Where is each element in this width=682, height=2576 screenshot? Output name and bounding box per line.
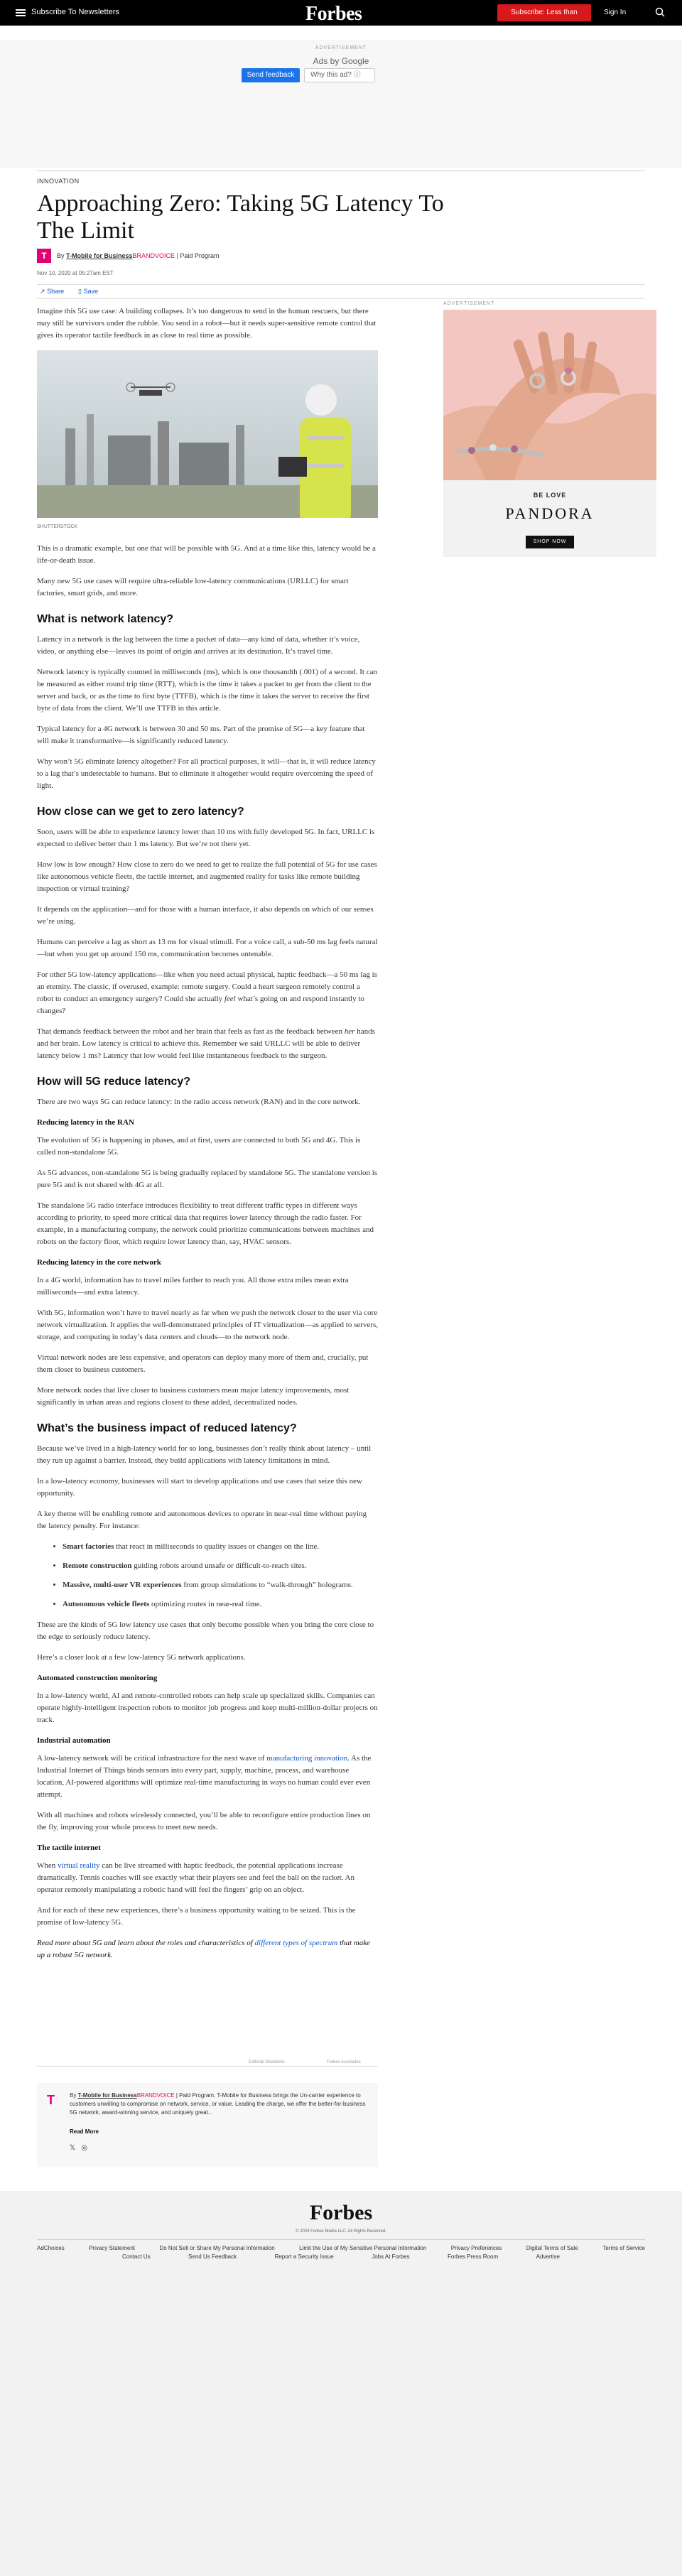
- article-paragraph: Soon, users will be able to experience latency lower than 10 ms with fully developed 5G. In fact, URLLC is expected to deliver better than 1 ms latency. But we’re not there yet.: [37, 828, 375, 848]
- article-paragraph: Many new 5G use cases will require ultra-reliable low-latency communications (URLLC) for smart factories, smart grids, and more.: [37, 577, 349, 597]
- article-paragraph: With 5G, information won’t have to travel nearly as far when we push the network closer to the user via core network virtualization. It applies the well-demonstrated principles of IT virtualization—as applied to servers, storage, and computing in today’s data centers and clouds—to the network node.: [37, 1309, 378, 1341]
- subscribe-button[interactable]: Subscribe: Less than $1.50/wk: [497, 4, 591, 21]
- list-item-title: Smart factories: [63, 1542, 114, 1551]
- text-run: . As the Industrial Internet of Things binds sensors into every part, supply, machine, process, and warehouse location, AI-powered algorithms will optimize real-time manufacturing in ways no human could ever even attempt.: [37, 1754, 372, 1799]
- sign-in-link[interactable]: Sign In: [604, 9, 627, 16]
- article-paragraph: [37, 1753, 378, 1801]
- footer-link[interactable]: Privacy Statement: [89, 2245, 136, 2251]
- text-run: what’s going on and respond instantly to changes?: [37, 995, 364, 1015]
- article-paragraph: And for each of these new experiences, there’s a business opportunity waiting to be seized. This is the promise of low-latency 5G.: [37, 1906, 356, 1927]
- article-paragraph: In a low-latency world, AI and remote-controlled robots can help scale up specialized skills. Companies can operate highly-intelligent inspection robots to monitor job progress and keep multi-million-dollar projects on track.: [37, 1692, 378, 1724]
- twitter-icon[interactable]: 𝕏: [70, 2144, 76, 2152]
- text-run: that make up a robust 5G network.: [37, 1939, 370, 1959]
- brandvoice-label[interactable]: BRANDVOICE: [136, 2092, 175, 2099]
- list-item-title: Autonomous vehicle fleets: [63, 1600, 150, 1608]
- read-more-link[interactable]: Read More: [70, 2128, 99, 2135]
- footer-link[interactable]: Privacy Preferences: [450, 2245, 502, 2251]
- article-paragraph: The evolution of 5G is happening in phases, and at first, users are connected to both 5G and 4G. This is called non-standalone 5G.: [37, 1136, 361, 1157]
- list-item-text: optimizing routes in near-real time.: [149, 1600, 262, 1608]
- list-item: [63, 1541, 378, 1553]
- article-paragraph: Humans can perceive a lag as short as 13 ms for visual stimuli. For a voice call, a sub-50 ms lag feels natural—but when you get up around 150 ms, communication becomes untenable.: [37, 938, 378, 958]
- text-run: can be live streamed with haptic feedback, the potential applications increase dramatically. Tennis coaches will see exactly what their players see and feel the ball on the racket. An operator remotely manipulating a robotic hand will feel the fingers’ grip on an object.: [37, 1861, 354, 1894]
- footer-link[interactable]: Terms of Service: [602, 2245, 645, 2251]
- article-paragraph: Typical latency for a 4G network is between 30 and 50 ms. Part of the promise of 5G—a key feature that will make it transformative—is significantly reduced latency.: [37, 725, 365, 745]
- author-bio-text: | Paid Program. T-Mobile for Business brings the Un-carrier experience to customers unwilling to compromise on network, service, or value. Leading the charge, we offer the better-for-business 5G network, award-winning service, and uniquely great...: [70, 2092, 366, 2116]
- side-ad-label: ADVERTISEMENT: [443, 301, 495, 306]
- top-nav: [0, 0, 682, 33]
- footer-link[interactable]: Jobs At Forbes: [372, 2253, 410, 2260]
- text-run: For other 5G low-latency applications—like when you need actual physical, haptic feedback—a 50 ms lag is an eternity. The classic, if overused, example: remote surgery. Could a heart surgeon remotely control a robot to conduct an emergency surgery? Could she actually: [37, 970, 377, 1003]
- byline-by: By: [57, 252, 65, 259]
- author-bio: [70, 2091, 368, 2117]
- footer-link[interactable]: Advertise: [536, 2253, 560, 2260]
- footer-link[interactable]: Report a Security Issue: [274, 2253, 334, 2260]
- why-this-ad-button[interactable]: [304, 68, 375, 82]
- footer-link[interactable]: Digital Terms of Sale: [526, 2245, 578, 2251]
- list-item: [63, 1560, 378, 1572]
- list-item: [63, 1598, 378, 1611]
- site-footer: [0, 2191, 682, 2576]
- menu-icon[interactable]: [16, 8, 26, 18]
- byline: [57, 252, 219, 259]
- website-icon[interactable]: ◎: [81, 2144, 88, 2152]
- footer-link[interactable]: Send Us Feedback: [188, 2253, 237, 2260]
- ad-hand-rings-image: [443, 310, 656, 480]
- article-paragraph: Here’s a closer look at a few low-latency 5G network applications.: [37, 1653, 246, 1662]
- footer-link[interactable]: Forbes Press Room: [448, 2253, 499, 2260]
- article-paragraph: Imagine this 5G use case: A building collapses. It’s too dangerous to send in the human rescuers, but there may still be survivors under the rubble. You send in a robot—but it needs super-sensitive remote control that gives its operator tactile feedback in as close to real time as possible.: [37, 307, 377, 340]
- article-paragraph: Because we’ve lived in a high-latency world for so long, businesses don’t really think about latency – until they run up against a barrier. Instead, they build applications with latency limitations in mind.: [37, 1444, 372, 1465]
- article-paragraph: Why won’t 5G eliminate latency altogether? For all practical purposes, it will—that is, it will reduce latency to a lag that’s undetectable to humans. But to eliminate it altogether would require overcoming the speed of light.: [37, 757, 376, 790]
- pandora-logo: PANDORA: [505, 504, 595, 522]
- article-paragraph: More network nodes that live closer to business customers mean major latency improvements, most significantly in urban areas and regions closest to these added, decentralized nodes.: [37, 1386, 350, 1407]
- text-run-italic: her: [344, 1027, 355, 1036]
- section-heading: How close can we get to zero latency?: [37, 806, 244, 818]
- save-button[interactable]: [78, 288, 98, 296]
- use-case-list: [37, 1541, 378, 1611]
- divider: [37, 2066, 378, 2067]
- article-paragraph: Latency in a network is the lag between the time a packet of data—any kind of data, whether it’s voice, video, or anything else—leaves its point of origin and arrives at its destination. It’s travel time.: [37, 635, 360, 656]
- author-box: [37, 2083, 378, 2167]
- text-run-italic: feel: [224, 995, 236, 1003]
- list-item-text: from group simulations to “walk-through” holograms.: [181, 1581, 353, 1589]
- byline-by: By: [70, 2092, 77, 2099]
- article-paragraph: With all machines and robots wirelessly connected, you’ll be able to reconfigure entire production lines on the fly, improving your whole process to meet new needs.: [37, 1811, 371, 1831]
- divider: [37, 298, 645, 299]
- publish-date: Nov 10, 2020 at 05:27am EST: [37, 270, 114, 276]
- subsection-heading: Reducing latency in the RAN: [37, 1118, 134, 1127]
- footer-link[interactable]: AdChoices: [37, 2245, 65, 2251]
- tmobile-logo-icon[interactable]: T: [37, 249, 51, 263]
- hero-image-drone-engineer: [37, 350, 378, 518]
- article-title: Approaching Zero: Taking 5G Latency To The Limit: [37, 190, 444, 244]
- footer-link[interactable]: Limit the Use of My Sensitive Personal Information: [299, 2245, 427, 2251]
- share-label: Share: [47, 288, 65, 295]
- footer-link[interactable]: Contact Us: [122, 2253, 151, 2260]
- subsection-heading: Reducing latency in the core network: [37, 1258, 161, 1267]
- list-item-title: Massive, multi-user VR experiences: [63, 1581, 182, 1589]
- ad-label: ADVERTISEMENT: [315, 45, 367, 50]
- copyright: © 2024 Forbes Media LLC. All Rights Reserved.: [296, 2229, 386, 2234]
- footer-forbes-logo[interactable]: Forbes: [309, 2201, 373, 2224]
- ads-by-google: Ads by Google: [313, 56, 369, 66]
- save-label: Save: [83, 288, 98, 295]
- share-button[interactable]: [40, 288, 64, 296]
- divider: [37, 2239, 645, 2240]
- text-run: hands and her brain. Low latency is critical to achieve this. Remember we said URLLC will be able to deliver latency below 1 ms? Latency that low would feel like instantaneous feedback to the surgeon.: [37, 1027, 375, 1060]
- virtual-reality-link[interactable]: virtual reality: [58, 1861, 100, 1870]
- list-item: [63, 1579, 378, 1591]
- article-paragraph: [37, 1026, 378, 1062]
- forbes-logo[interactable]: Forbes: [305, 3, 362, 25]
- article-paragraph: [37, 1860, 378, 1896]
- footer-link[interactable]: Do Not Sell or Share My Personal Information: [159, 2245, 275, 2251]
- author-link[interactable]: T-Mobile for Business: [77, 2092, 137, 2099]
- article-paragraph: These are the kinds of 5G low latency use cases that only become possible when you bring the core close to the edge to seriously reduce latency.: [37, 1620, 374, 1641]
- editorial-standards-link[interactable]: Editorial Standards: [249, 2060, 285, 2064]
- tmobile-logo-icon[interactable]: T: [47, 2093, 55, 2107]
- divider: [37, 284, 645, 285]
- paid-program-label: | Paid Program: [176, 252, 220, 259]
- article-paragraph: In a 4G world, information has to travel miles farther to reach you. All those extra miles mean extra milliseconds—and extra latency.: [37, 1276, 349, 1297]
- article-body: [37, 305, 378, 1970]
- subscribe-newsletters-link[interactable]: Subscribe To Newsletters: [31, 8, 119, 16]
- read-more-paragraph: [37, 1937, 378, 1961]
- send-feedback-button[interactable]: Send feedback: [242, 68, 300, 82]
- search-icon[interactable]: [655, 7, 665, 17]
- article-paragraph: There are two ways 5G can reduce latency: in the radio access network (RAN) and in the core network.: [37, 1098, 361, 1106]
- social-links: [70, 2144, 87, 2152]
- ad-tagline: BE LOVE: [533, 492, 567, 499]
- image-caption: SHUTTERSTOCK: [37, 524, 78, 529]
- shop-now-button[interactable]: SHOP NOW: [526, 536, 574, 548]
- article-paragraph: It depends on the application—and for those with a human interface, it also depends on which of our senses we’re using.: [37, 905, 374, 926]
- top-ad: [0, 40, 682, 168]
- why-this-ad-label: Why this ad?: [310, 71, 352, 79]
- subsection-heading: Industrial automation: [37, 1736, 111, 1745]
- section-heading: How will 5G reduce latency?: [37, 1076, 191, 1088]
- list-item-text: that react in milliseconds to quality issues or changes on the line.: [114, 1542, 320, 1551]
- article-kicker[interactable]: INNOVATION: [37, 178, 80, 185]
- article-paragraph: Virtual network nodes are less expensive, and operators can deploy many more of them and, crucially, put them closer to business customers.: [37, 1353, 369, 1374]
- subsection-heading: Automated construction monitoring: [37, 1674, 158, 1682]
- manufacturing-innovation-link[interactable]: manufacturing innovation: [266, 1754, 348, 1763]
- spectrum-types-link[interactable]: different types of spectrum: [254, 1939, 338, 1947]
- article-paragraph: [37, 969, 378, 1017]
- article-paragraph: As 5G advances, non-standalone 5G is being gradually replaced by standalone 5G. The standalone version is pure 5G and is not shared with 4G at all.: [37, 1169, 378, 1189]
- article-paragraph: This is a dramatic example, but one that will be possible with 5G. And at a time like this, latency would be a life-or-death issue.: [37, 544, 376, 565]
- author-link[interactable]: T-Mobile for Business: [66, 252, 133, 259]
- text-run: Read more about 5G and learn about the roles and characteristics of: [37, 1939, 255, 1947]
- bookmark-icon: ▯: [78, 288, 82, 295]
- text-run: That demands feedback between the robot and her brain that feels as fast as the feedback between: [37, 1027, 345, 1036]
- section-heading: What is network latency?: [37, 613, 174, 625]
- article-paragraph: Network latency is typically counted in milliseconds (ms), which is one thousandth (.001) of a second. It can be measured as either round trip time (RTT), which is the time it takes a packet to get from the client to the server and back, or as the time to first byte (TTFB), which is the time it takes the server to receive the first byte of data from the client. We’ll use TTFB in this article.: [37, 668, 377, 713]
- footer-links: [37, 2245, 645, 2262]
- article-paragraph: A key theme will be enabling remote and autonomous devices to operate in near-real time without paying the latency penalty. For instance:: [37, 1510, 367, 1530]
- article-paragraph: How low is low enough? How close to zero do we need to get to realize the full potential of 5G for use cases like autonomous vehicle fleets, the tactile internet, and augmented reality for tasks like remote building inspection or virtual training?: [37, 860, 377, 893]
- forbes-accolades-link[interactable]: Forbes Accolades: [327, 2060, 361, 2064]
- subsection-heading: The tactile internet: [37, 1844, 101, 1852]
- list-item-text: guiding robots around unsafe or difficult-to-reach sites.: [131, 1562, 307, 1570]
- article-paragraph: The standalone 5G radio interface introduces flexibility to treat different traffic types in different ways according to priority, to speed more critical data that requires lower latency through the radio faster. For example, in a manufacturing company, the network could prioritize communications between machines and robots on the factory floor, which require lower latency than, say, HVAC sensors.: [37, 1201, 374, 1246]
- info-icon: ⓘ: [353, 71, 361, 79]
- list-item-title: Remote construction: [63, 1562, 132, 1570]
- text-run: A low-latency network will be critical infrastructure for the next wave of: [37, 1754, 267, 1763]
- hero-image: [37, 350, 378, 518]
- text-run: When: [37, 1861, 58, 1870]
- brandvoice-label[interactable]: BRANDVOICE: [132, 252, 175, 259]
- section-heading: What’s the business impact of reduced latency?: [37, 1422, 297, 1434]
- side-ad[interactable]: [443, 310, 656, 557]
- article-paragraph: In a low-latency economy, businesses will start to develop applications and use cases that seize this new opportunity.: [37, 1477, 362, 1498]
- share-icon: ↗: [40, 288, 45, 295]
